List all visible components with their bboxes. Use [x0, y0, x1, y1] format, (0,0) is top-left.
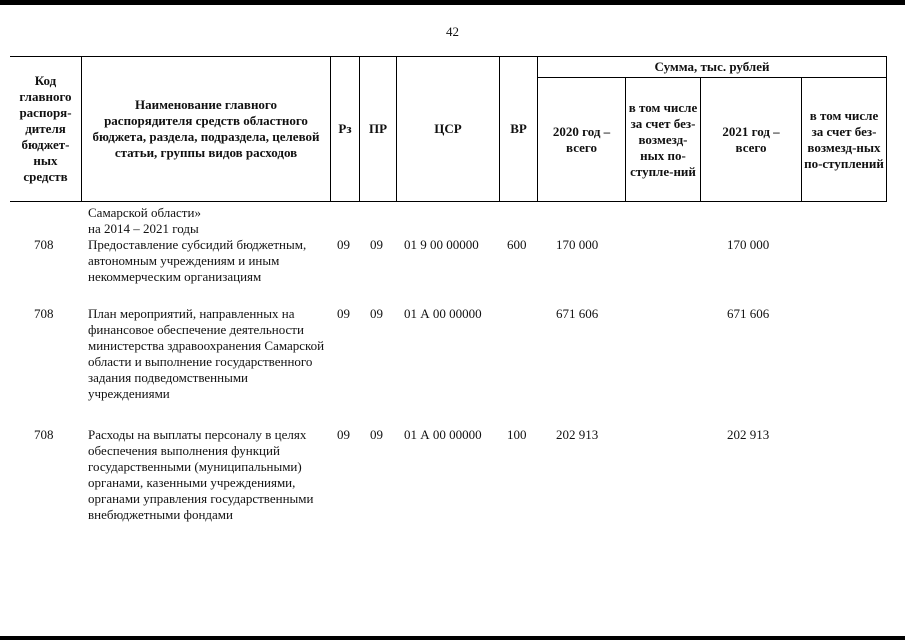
top-border — [0, 0, 905, 5]
header-2021-free: в том числе за счет без-возмезд-ных по-ступлений — [804, 107, 884, 171]
row-csr: 01 9 00 00000 — [404, 237, 479, 252]
row-2020-total: 671 606 — [556, 306, 599, 321]
page-number: 42 — [446, 24, 459, 39]
row-2020-total: 170 000 — [556, 237, 599, 252]
bottom-border — [0, 636, 905, 640]
row-rz: 09 — [337, 237, 350, 252]
header-sum-group: Сумма, тыс. рублей — [654, 59, 770, 74]
header-rz: Рз — [338, 121, 352, 136]
header-2021-total: 2021 год – всего — [722, 123, 780, 155]
row-csr: 01 А 00 00000 — [404, 427, 482, 442]
row-2021-total: 671 606 — [727, 306, 770, 321]
header-csr: ЦСР — [434, 121, 462, 136]
row-code: 708 — [34, 427, 54, 442]
header-2020-total: 2020 год – всего — [552, 123, 611, 155]
row-vr: 600 — [507, 237, 527, 252]
row-2021-total: 170 000 — [727, 237, 770, 252]
header-bottom-line — [10, 201, 886, 202]
header-vr: ВР — [510, 121, 527, 136]
row-csr: 01 А 00 00000 — [404, 306, 482, 321]
row-2020-total: 202 913 — [556, 427, 599, 442]
header-code: Код главного распоря-дителя бюджет-ных средств — [19, 73, 72, 184]
header-divider — [886, 56, 887, 202]
row-name: Расходы на выплаты персоналу в целях обеспечения выполнения функций государственными (муниципальными) органами, казенными учреждениями, органами управления государственными внебюджетными фондами — [88, 427, 314, 522]
row-2021-total: 202 913 — [727, 427, 770, 442]
row-name: Самарской области» на 2014 – 2021 годы — [88, 205, 201, 236]
row-code: 708 — [34, 237, 54, 252]
row-name: План мероприятий, направленных на финансовое обеспечение деятельности министерства здравоохранения Самарской области и выполнение государственного задания подведомственными учреждениями — [88, 306, 325, 401]
header-name: Наименование главного распорядителя средств областного бюджета, раздела, подраздела, целевой статьи, группы видов расходов — [92, 97, 320, 160]
row-rz: 09 — [337, 306, 350, 321]
row-rz: 09 — [337, 427, 350, 442]
row-pr: 09 — [370, 427, 383, 442]
row-vr: 100 — [507, 427, 527, 442]
header-2020-free: в том числе за счет без-возмезд-ных по-ступле-ний — [628, 99, 698, 179]
row-name: Предоставление субсидий бюджетным, автономным учреждениям и иным некоммерческим организациям — [88, 237, 307, 284]
row-pr: 09 — [370, 306, 383, 321]
row-pr: 09 — [370, 237, 383, 252]
row-code: 708 — [34, 306, 54, 321]
header-pr: ПР — [368, 121, 388, 136]
